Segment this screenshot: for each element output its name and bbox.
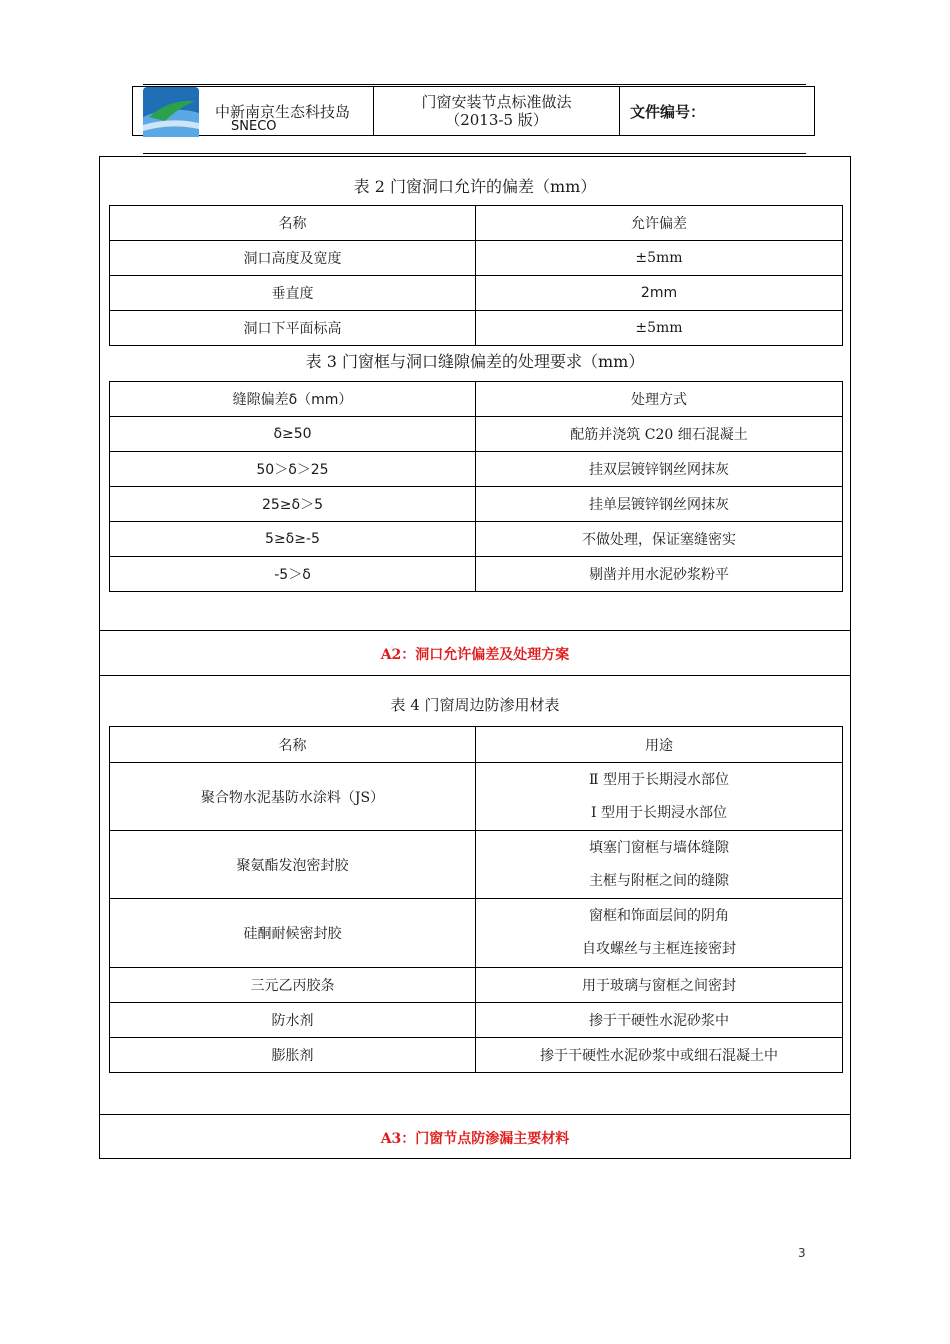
header-bottom-rule: [143, 153, 806, 154]
table-header-row: [110, 727, 843, 763]
table-cell: 聚合物水泥基防水涂料（JS）: [110, 763, 476, 831]
table-row: [110, 522, 843, 557]
header-docno-cell: [620, 87, 814, 135]
use-line: Ⅰ 型用于长期浸水部位: [591, 804, 727, 821]
use-line: 自攻螺丝与主框连接密封: [582, 941, 736, 957]
table2-caption: 表 2 门窗洞口允许的偏差（mm）: [353, 177, 597, 196]
table-cell: ±5mm: [476, 311, 843, 346]
table-cell: 硅酮耐候密封胶: [110, 899, 476, 968]
table-header-cell: 处理方式: [476, 382, 843, 417]
table-header-cell: 缝隙偏差δ（mm）: [110, 382, 476, 417]
table-cell: 不做处理，保证塞缝密实: [476, 522, 843, 557]
section-a2-title: A2：洞口允许偏差及处理方案: [380, 647, 570, 663]
table-row: [110, 241, 843, 276]
table-cell: 垂直度: [110, 276, 476, 311]
table-row: [110, 1003, 843, 1038]
table-cell: 掺于干硬性水泥砂浆中或细石混凝土中: [476, 1038, 843, 1073]
table-row: [110, 487, 843, 522]
table4-caption: 表 4 门窗周边防渗用材表: [390, 696, 560, 714]
table-row: [110, 276, 843, 311]
section-divider: [100, 675, 850, 676]
table-header-row: [110, 206, 843, 241]
header-top-rule: [143, 84, 806, 85]
header-title-cell: [374, 87, 620, 135]
table-cell: 25≥δ＞5: [110, 487, 476, 522]
table-cell: 挂单层镀锌钢丝网抹灰: [476, 487, 843, 522]
table-cell: [476, 831, 843, 899]
table-cell: [476, 763, 843, 831]
page-number: 3: [798, 1246, 806, 1260]
section-a3-title: A3：门窗节点防渗漏主要材料: [380, 1131, 570, 1147]
table-cell: [476, 899, 843, 968]
content-frame: [99, 156, 851, 1159]
sneco-logo-icon: [143, 87, 199, 137]
table-row: [110, 311, 843, 346]
doc-version: （2013-5 版）: [445, 111, 548, 129]
table-cell: 5≥δ≥-5: [110, 522, 476, 557]
header-logo-cell: [133, 87, 374, 135]
table-cell: 洞口下平面标高: [110, 311, 476, 346]
table-cell: 挂双层镀锌钢丝网抹灰: [476, 452, 843, 487]
table-header-cell: 名称: [110, 206, 476, 241]
table-cell: δ≥50: [110, 417, 476, 452]
section-divider: [100, 1114, 850, 1115]
table3: [109, 381, 843, 592]
table-row: [110, 1038, 843, 1073]
table-cell: 2mm: [476, 276, 843, 311]
doc-title: 门窗安装节点标准做法: [421, 93, 572, 111]
table-row: [110, 557, 843, 592]
table-cell: 膨胀剂: [110, 1038, 476, 1073]
table-row: [110, 831, 843, 899]
table-cell: 用于玻璃与窗框之间密封: [476, 968, 843, 1003]
use-line: Ⅱ 型用于长期浸水部位: [589, 771, 729, 788]
table-header-row: [110, 382, 843, 417]
use-line: 窗框和饰面层间的阴角: [589, 908, 729, 924]
table-row: [110, 417, 843, 452]
table4: [109, 726, 843, 1073]
table3-caption: 表 3 门窗框与洞口缝隙偏差的处理要求（mm）: [305, 352, 645, 371]
document-header: [132, 86, 815, 136]
table-cell: 三元乙丙胶条: [110, 968, 476, 1003]
table-cell: 洞口高度及宽度: [110, 241, 476, 276]
table-cell: 掺于干硬性水泥砂浆中: [476, 1003, 843, 1038]
company-name: 中新南京生态科技岛: [215, 103, 351, 121]
table-cell: -5＞δ: [110, 557, 476, 592]
table-cell: 50＞δ＞25: [110, 452, 476, 487]
use-line: 主框与附框之间的缝隙: [589, 872, 729, 889]
doc-number-label: 文件编号：: [630, 102, 706, 121]
table-header-cell: 用途: [476, 727, 843, 763]
table-row: [110, 968, 843, 1003]
table-row: [110, 899, 843, 968]
table-cell: 聚氨酯发泡密封胶: [110, 831, 476, 899]
table-cell: 防水剂: [110, 1003, 476, 1038]
table-header-cell: 允许偏差: [476, 206, 843, 241]
company-abbr: SNECO: [231, 119, 277, 134]
use-line: 填塞门窗框与墙体缝隙: [589, 839, 729, 856]
section-divider: [100, 630, 850, 631]
table-cell: 剔凿并用水泥砂浆粉平: [476, 557, 843, 592]
table-row: [110, 452, 843, 487]
table-cell: 配筋并浇筑 C20 细石混凝土: [476, 417, 843, 452]
table-cell: ±5mm: [476, 241, 843, 276]
table-row: [110, 763, 843, 831]
table2: [109, 205, 843, 346]
table-header-cell: 名称: [110, 727, 476, 763]
